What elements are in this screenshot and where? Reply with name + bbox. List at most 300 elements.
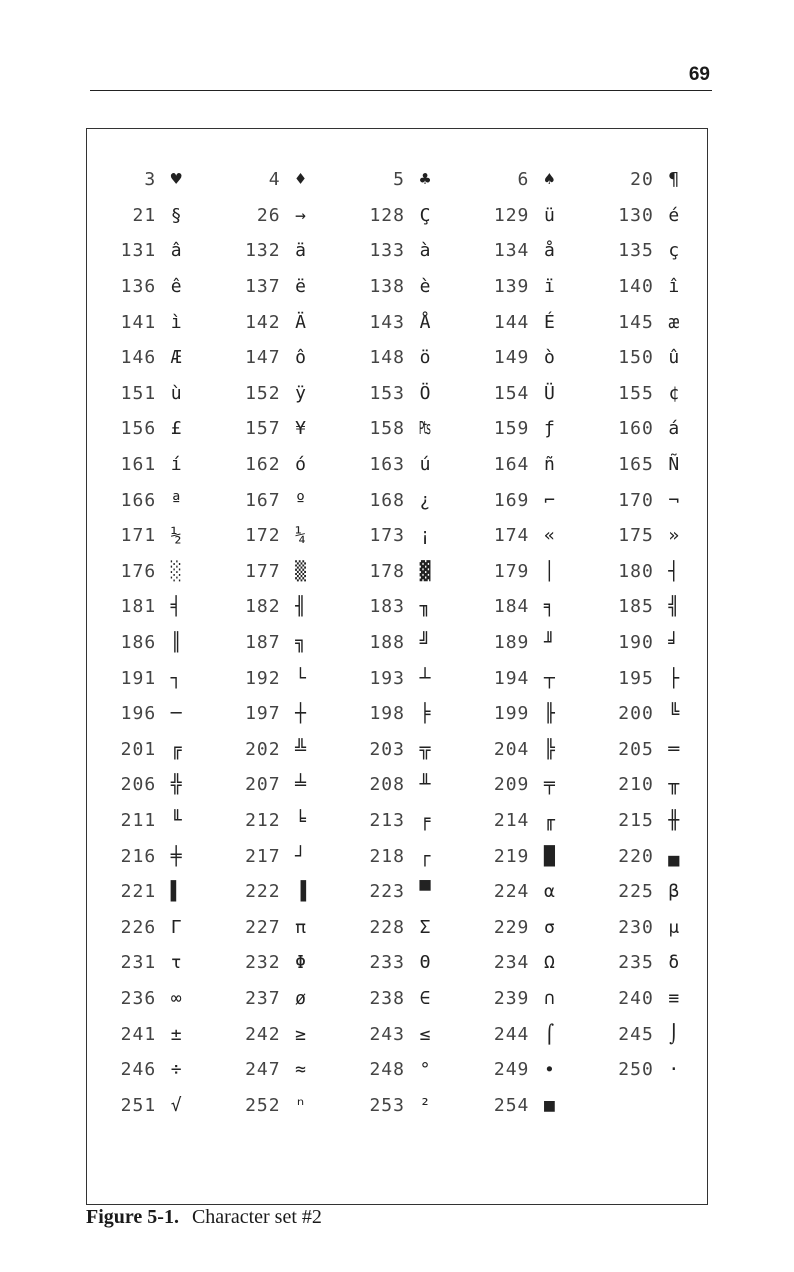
char-code: 168 bbox=[369, 489, 405, 511]
char-cell bbox=[459, 874, 583, 910]
char-code: 154 bbox=[493, 382, 530, 404]
char-glyph: ä bbox=[295, 240, 307, 262]
char-cell bbox=[210, 1052, 334, 1088]
char-cell bbox=[335, 376, 459, 412]
char-cell bbox=[86, 909, 210, 945]
char-cell bbox=[584, 589, 708, 625]
char-code: 195 bbox=[618, 667, 654, 689]
char-code: 142 bbox=[245, 311, 281, 333]
char-glyph: ∩ bbox=[543, 987, 555, 1009]
char-code: 166 bbox=[120, 489, 157, 511]
char-code: 220 bbox=[618, 845, 654, 867]
char-glyph: ┬ bbox=[543, 667, 555, 689]
char-code: 183 bbox=[369, 596, 405, 618]
char-code: 202 bbox=[245, 738, 281, 760]
char-cell bbox=[210, 233, 334, 269]
figure-label: Figure 5-1. bbox=[86, 1206, 179, 1228]
char-glyph: ù bbox=[170, 382, 182, 404]
char-code: 146 bbox=[120, 347, 157, 369]
char-glyph: Å bbox=[419, 311, 431, 333]
char-code: 197 bbox=[245, 703, 281, 725]
char-code: 176 bbox=[120, 560, 157, 582]
char-code: 177 bbox=[245, 560, 281, 582]
char-cell bbox=[584, 304, 708, 340]
char-glyph: └ bbox=[295, 667, 307, 689]
char-cell bbox=[210, 518, 334, 554]
char-cell bbox=[584, 376, 708, 412]
char-code: 162 bbox=[245, 454, 281, 476]
char-code: 194 bbox=[493, 667, 530, 689]
char-glyph: ¬ bbox=[668, 489, 680, 511]
char-cell bbox=[86, 696, 210, 732]
char-glyph: ò bbox=[543, 347, 555, 369]
char-code: 245 bbox=[618, 1023, 654, 1045]
char-code: 170 bbox=[618, 489, 654, 511]
char-glyph: ╟ bbox=[543, 703, 555, 725]
char-code: 151 bbox=[120, 382, 157, 404]
char-glyph: £ bbox=[170, 418, 182, 440]
char-glyph: ± bbox=[170, 1023, 182, 1045]
char-glyph: Ü bbox=[543, 382, 555, 404]
char-code: 129 bbox=[493, 204, 530, 226]
char-glyph: ╔ bbox=[170, 738, 182, 760]
char-cell bbox=[459, 162, 583, 198]
char-code: 238 bbox=[369, 987, 405, 1009]
char-code: 249 bbox=[493, 1059, 530, 1081]
char-cell bbox=[335, 198, 459, 234]
char-cell bbox=[86, 162, 210, 198]
char-glyph: Θ bbox=[419, 952, 431, 974]
char-cell bbox=[459, 1087, 583, 1123]
char-cell bbox=[335, 269, 459, 305]
char-glyph: ╙ bbox=[170, 809, 182, 831]
char-glyph: ≥ bbox=[295, 1023, 307, 1045]
page-number: 69 bbox=[688, 64, 710, 85]
char-cell bbox=[210, 660, 334, 696]
char-code: 134 bbox=[493, 240, 530, 262]
char-glyph: ╘ bbox=[295, 809, 307, 831]
char-cell bbox=[86, 376, 210, 412]
header-rule bbox=[90, 90, 712, 91]
char-glyph: § bbox=[170, 204, 182, 226]
char-glyph: ♦ bbox=[295, 169, 307, 191]
char-code: 233 bbox=[369, 952, 405, 974]
char-cell bbox=[210, 945, 334, 981]
char-cell bbox=[86, 767, 210, 803]
char-glyph: ╡ bbox=[170, 596, 182, 618]
char-cell bbox=[584, 518, 708, 554]
char-glyph: » bbox=[668, 525, 680, 547]
char-glyph: ü bbox=[543, 204, 555, 226]
char-glyph: ÿ bbox=[295, 382, 307, 404]
char-cell bbox=[335, 1087, 459, 1123]
char-cell bbox=[335, 767, 459, 803]
char-code: 204 bbox=[493, 738, 530, 760]
char-code: 173 bbox=[369, 525, 405, 547]
char-cell bbox=[210, 1087, 334, 1123]
char-glyph: å bbox=[543, 240, 555, 262]
char-cell bbox=[86, 625, 210, 661]
char-cell bbox=[584, 1052, 708, 1088]
char-cell bbox=[459, 1016, 583, 1052]
char-glyph: ≈ bbox=[295, 1059, 307, 1081]
char-cell bbox=[86, 340, 210, 376]
char-cell bbox=[459, 269, 583, 305]
char-cell bbox=[86, 304, 210, 340]
char-cell bbox=[335, 340, 459, 376]
char-cell bbox=[335, 625, 459, 661]
char-glyph: ≡ bbox=[668, 987, 680, 1009]
char-glyph: ♣ bbox=[419, 169, 431, 191]
char-cell bbox=[584, 269, 708, 305]
char-glyph: ╦ bbox=[419, 738, 431, 760]
char-cell bbox=[335, 732, 459, 768]
char-code: 230 bbox=[618, 916, 654, 938]
char-cell bbox=[335, 660, 459, 696]
char-cell bbox=[459, 803, 583, 839]
char-code: 219 bbox=[493, 845, 530, 867]
char-code: 218 bbox=[369, 845, 405, 867]
char-glyph: √ bbox=[170, 1094, 182, 1116]
char-cell bbox=[210, 838, 334, 874]
char-glyph: é bbox=[668, 204, 680, 226]
char-code: 135 bbox=[618, 240, 654, 262]
char-code: 180 bbox=[618, 560, 654, 582]
char-glyph: ô bbox=[295, 347, 307, 369]
char-code: 193 bbox=[369, 667, 405, 689]
char-glyph: █ bbox=[543, 845, 555, 867]
char-cell bbox=[335, 838, 459, 874]
char-cell bbox=[210, 1016, 334, 1052]
char-cell bbox=[335, 945, 459, 981]
char-cell bbox=[335, 874, 459, 910]
char-cell bbox=[86, 482, 210, 518]
char-glyph: ╒ bbox=[419, 809, 431, 831]
char-cell bbox=[210, 909, 334, 945]
char-code: 213 bbox=[369, 809, 405, 831]
char-cell bbox=[459, 447, 583, 483]
char-cell bbox=[459, 1052, 583, 1088]
char-cell bbox=[210, 340, 334, 376]
char-glyph: ö bbox=[419, 347, 431, 369]
char-glyph: à bbox=[419, 240, 431, 262]
char-glyph: ó bbox=[295, 454, 307, 476]
char-code: 211 bbox=[120, 809, 157, 831]
char-cell bbox=[210, 447, 334, 483]
char-cell bbox=[86, 269, 210, 305]
char-cell bbox=[584, 732, 708, 768]
char-cell bbox=[584, 909, 708, 945]
char-glyph: ƒ bbox=[543, 418, 555, 440]
char-code: 136 bbox=[120, 276, 157, 298]
char-glyph: ▐ bbox=[295, 881, 307, 903]
char-code: 160 bbox=[618, 418, 654, 440]
char-code: 152 bbox=[245, 382, 281, 404]
char-glyph: ╬ bbox=[170, 774, 182, 796]
char-glyph: ╞ bbox=[419, 703, 431, 725]
char-glyph: Ω bbox=[543, 952, 555, 974]
char-glyph: ⌐ bbox=[543, 489, 555, 511]
char-code: 200 bbox=[618, 703, 654, 725]
char-cell bbox=[86, 732, 210, 768]
char-glyph: ├ bbox=[668, 667, 680, 689]
char-glyph: ╕ bbox=[543, 596, 555, 618]
char-cell bbox=[210, 589, 334, 625]
char-cell bbox=[210, 162, 334, 198]
char-glyph: ╝ bbox=[419, 632, 431, 654]
char-cell bbox=[584, 482, 708, 518]
char-code: 5 bbox=[393, 169, 405, 191]
char-cell bbox=[459, 945, 583, 981]
char-glyph: μ bbox=[668, 916, 680, 938]
char-glyph: ¿ bbox=[419, 489, 431, 511]
char-glyph: ¼ bbox=[295, 525, 307, 547]
char-glyph: Γ bbox=[170, 916, 182, 938]
char-glyph: ╚ bbox=[668, 703, 680, 725]
char-code: 169 bbox=[493, 489, 530, 511]
char-glyph: Σ bbox=[419, 916, 431, 938]
char-glyph: ñ bbox=[543, 454, 555, 476]
char-code: 159 bbox=[493, 418, 530, 440]
char-cell bbox=[459, 304, 583, 340]
char-glyph: Ö bbox=[419, 382, 431, 404]
character-table bbox=[86, 162, 708, 1123]
char-code: 6 bbox=[517, 169, 530, 191]
char-cell bbox=[459, 482, 583, 518]
char-glyph: ┤ bbox=[668, 560, 680, 582]
char-code: 181 bbox=[120, 596, 157, 618]
char-code: 26 bbox=[256, 204, 281, 226]
char-cell bbox=[459, 767, 583, 803]
char-code: 171 bbox=[120, 525, 157, 547]
char-glyph: ê bbox=[170, 276, 182, 298]
char-code: 205 bbox=[618, 738, 654, 760]
char-glyph: α bbox=[543, 881, 555, 903]
char-cell bbox=[86, 554, 210, 590]
char-cell bbox=[210, 304, 334, 340]
char-glyph: í bbox=[170, 454, 182, 476]
char-code: 143 bbox=[369, 311, 405, 333]
char-cell bbox=[459, 625, 583, 661]
char-cell bbox=[335, 162, 459, 198]
char-glyph: ░ bbox=[170, 560, 182, 582]
char-cell bbox=[86, 198, 210, 234]
char-code: 231 bbox=[120, 952, 157, 974]
char-cell bbox=[459, 589, 583, 625]
char-glyph: ╨ bbox=[419, 774, 431, 796]
char-cell bbox=[335, 304, 459, 340]
char-glyph: Ç bbox=[419, 204, 431, 226]
char-glyph: ╫ bbox=[668, 809, 680, 831]
char-code: 196 bbox=[120, 703, 157, 725]
char-cell bbox=[584, 554, 708, 590]
char-code: 175 bbox=[618, 525, 654, 547]
char-code: 246 bbox=[120, 1059, 157, 1081]
char-code: 239 bbox=[493, 987, 530, 1009]
char-code: 186 bbox=[120, 632, 157, 654]
char-code: 161 bbox=[120, 454, 157, 476]
char-glyph: ┐ bbox=[170, 667, 182, 689]
char-code: 155 bbox=[618, 382, 654, 404]
char-glyph: σ bbox=[543, 916, 555, 938]
char-glyph: ▒ bbox=[295, 560, 307, 582]
char-code: 237 bbox=[245, 987, 281, 1009]
char-cell bbox=[86, 589, 210, 625]
char-cell bbox=[584, 803, 708, 839]
char-cell bbox=[86, 233, 210, 269]
char-code: 206 bbox=[120, 774, 157, 796]
char-code: 165 bbox=[618, 454, 654, 476]
char-cell bbox=[459, 981, 583, 1017]
char-code: 148 bbox=[369, 347, 405, 369]
char-glyph: ∙ bbox=[543, 1059, 555, 1081]
char-cell bbox=[459, 198, 583, 234]
char-cell bbox=[584, 162, 708, 198]
char-glyph: Φ bbox=[295, 952, 307, 974]
char-glyph: î bbox=[668, 276, 680, 298]
char-glyph: ₧ bbox=[419, 418, 431, 440]
char-glyph: ■ bbox=[543, 1094, 555, 1116]
char-cell bbox=[584, 198, 708, 234]
char-glyph: û bbox=[668, 347, 680, 369]
char-cell bbox=[210, 411, 334, 447]
char-code: 20 bbox=[630, 169, 654, 191]
char-code: 227 bbox=[245, 916, 281, 938]
char-code: 145 bbox=[618, 311, 654, 333]
char-code: 208 bbox=[369, 774, 405, 796]
char-code: 141 bbox=[120, 311, 157, 333]
char-glyph: ç bbox=[668, 240, 680, 262]
char-glyph: ╜ bbox=[543, 632, 555, 654]
char-cell bbox=[86, 945, 210, 981]
char-glyph: « bbox=[543, 525, 555, 547]
char-cell bbox=[86, 447, 210, 483]
char-cell bbox=[335, 518, 459, 554]
char-glyph: ⌡ bbox=[668, 1023, 680, 1045]
char-cell bbox=[459, 554, 583, 590]
char-cell bbox=[584, 874, 708, 910]
char-code: 201 bbox=[120, 738, 157, 760]
char-cell bbox=[335, 1016, 459, 1052]
char-glyph: ∈ bbox=[419, 987, 431, 1009]
char-cell bbox=[210, 732, 334, 768]
char-glyph: â bbox=[170, 240, 182, 262]
char-cell bbox=[210, 376, 334, 412]
char-cell bbox=[459, 340, 583, 376]
char-glyph: Ä bbox=[295, 311, 307, 333]
char-cell bbox=[86, 1052, 210, 1088]
char-cell bbox=[210, 803, 334, 839]
char-glyph: · bbox=[668, 1059, 680, 1081]
char-glyph: ╖ bbox=[419, 596, 431, 618]
char-code: 156 bbox=[120, 418, 157, 440]
char-code: 214 bbox=[493, 809, 530, 831]
char-code: 144 bbox=[493, 311, 530, 333]
char-code: 4 bbox=[268, 169, 281, 191]
char-cell bbox=[86, 1087, 210, 1123]
char-glyph: ▀ bbox=[419, 881, 431, 903]
char-code: 132 bbox=[245, 240, 281, 262]
char-glyph: ┼ bbox=[295, 703, 307, 725]
char-code: 210 bbox=[618, 774, 654, 796]
char-cell bbox=[86, 874, 210, 910]
char-glyph: ♠ bbox=[543, 169, 555, 191]
char-code: 250 bbox=[618, 1059, 654, 1081]
char-glyph: ÷ bbox=[170, 1059, 182, 1081]
char-cell bbox=[459, 838, 583, 874]
char-glyph: á bbox=[668, 418, 680, 440]
char-cell bbox=[584, 233, 708, 269]
char-code: 178 bbox=[369, 560, 405, 582]
char-cell bbox=[335, 909, 459, 945]
char-code: 137 bbox=[245, 276, 281, 298]
char-code: 215 bbox=[618, 809, 654, 831]
char-code: 252 bbox=[245, 1094, 281, 1116]
char-cell bbox=[210, 269, 334, 305]
char-code: 209 bbox=[493, 774, 530, 796]
char-glyph: ≤ bbox=[419, 1023, 431, 1045]
char-cell bbox=[210, 625, 334, 661]
char-cell bbox=[86, 1016, 210, 1052]
figure-title: Character set #2 bbox=[191, 1206, 322, 1228]
char-glyph: ú bbox=[419, 454, 431, 476]
char-code: 229 bbox=[493, 916, 530, 938]
char-cell bbox=[210, 874, 334, 910]
char-cell bbox=[459, 376, 583, 412]
char-code: 185 bbox=[618, 596, 654, 618]
char-glyph: β bbox=[668, 881, 680, 903]
char-code: 139 bbox=[493, 276, 530, 298]
char-glyph: ¡ bbox=[419, 525, 431, 547]
char-cell bbox=[584, 660, 708, 696]
char-code: 242 bbox=[245, 1023, 281, 1045]
char-code: 216 bbox=[120, 845, 157, 867]
char-glyph: τ bbox=[170, 952, 182, 974]
char-cell bbox=[459, 233, 583, 269]
char-glyph: ┴ bbox=[419, 667, 431, 689]
char-code: 163 bbox=[369, 454, 405, 476]
char-glyph: ╢ bbox=[295, 596, 307, 618]
char-code: 150 bbox=[618, 347, 654, 369]
char-cell bbox=[86, 518, 210, 554]
char-code: 198 bbox=[369, 703, 405, 725]
char-code: 248 bbox=[369, 1059, 405, 1081]
char-cell bbox=[335, 233, 459, 269]
char-code: 226 bbox=[120, 916, 157, 938]
char-cell bbox=[210, 554, 334, 590]
char-cell bbox=[335, 482, 459, 518]
char-code: 207 bbox=[245, 774, 281, 796]
char-code: 236 bbox=[120, 987, 157, 1009]
char-code: 254 bbox=[493, 1094, 530, 1116]
char-glyph: │ bbox=[543, 560, 555, 582]
char-glyph: ─ bbox=[170, 703, 182, 725]
char-glyph: ½ bbox=[170, 525, 182, 547]
char-cell bbox=[335, 1052, 459, 1088]
char-glyph: º bbox=[295, 489, 307, 511]
char-glyph: ¢ bbox=[668, 382, 680, 404]
char-code: 153 bbox=[369, 382, 405, 404]
char-cell bbox=[584, 625, 708, 661]
char-glyph: Ñ bbox=[668, 454, 680, 476]
char-code: 225 bbox=[618, 881, 654, 903]
char-code: 232 bbox=[245, 952, 281, 974]
char-cell bbox=[584, 838, 708, 874]
char-code: 228 bbox=[369, 916, 405, 938]
char-code: 243 bbox=[369, 1023, 405, 1045]
char-glyph: → bbox=[295, 204, 307, 226]
char-glyph: ╤ bbox=[543, 774, 555, 796]
